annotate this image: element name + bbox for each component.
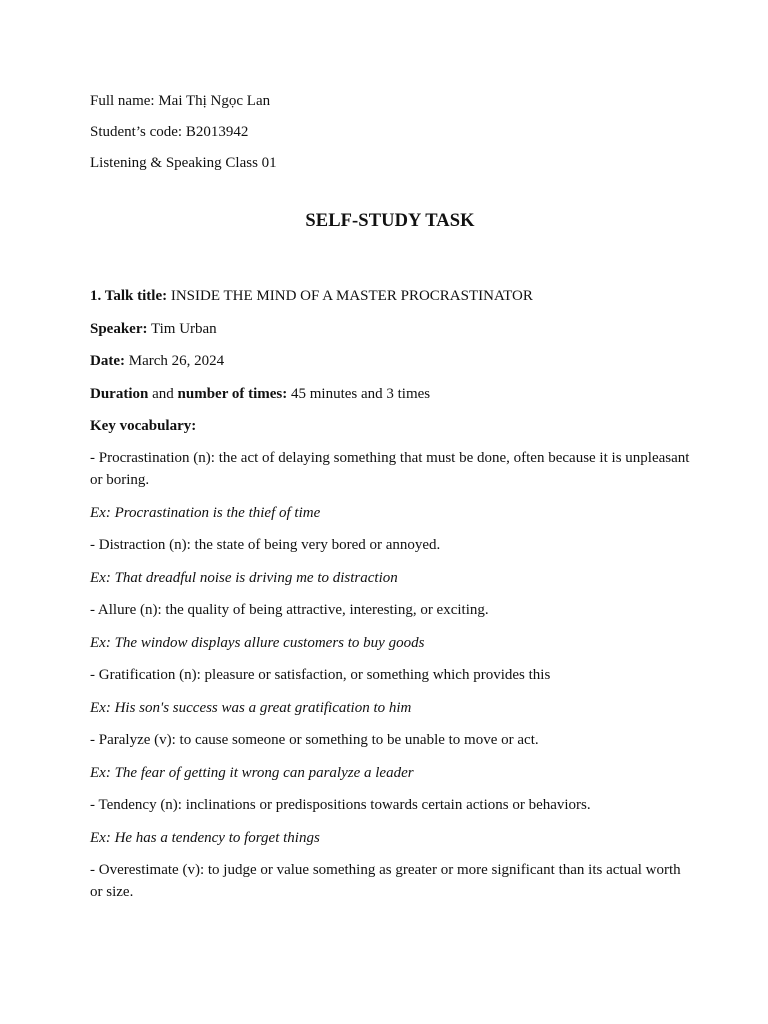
duration-line (90, 383, 690, 405)
student-code: Student’s code: B2013942 (90, 124, 249, 140)
speaker-value: Tim Urban (147, 320, 217, 337)
vocabulary-heading: Key vocabulary: (90, 418, 197, 434)
speaker-line (90, 318, 690, 340)
vocab-definition: - Allure (n): the quality of being attractive, interesting, or exciting. (90, 602, 489, 618)
vocab-example: Ex: His son's success was a great gratification to him (90, 699, 412, 716)
vocab-definition: - Tendency (n): inclinations or predispositions towards certain actions or behaviors. (90, 797, 591, 813)
vocab-definition: - Overestimate (v): to judge or value something as greater or more significant than its actual worth or size. (90, 862, 681, 900)
document-title: SELF-STUDY TASK (305, 211, 475, 231)
student-full-name: Full name: Mai Thị Ngọc Lan (90, 93, 271, 109)
times-label: number of times: (177, 385, 288, 402)
vocab-example: Ex: The fear of getting it wrong can paralyze a leader (90, 764, 414, 781)
vocab-definition: - Gratification (n): pleasure or satisfaction, or something which provides this (90, 667, 551, 683)
talk-title-line (90, 285, 690, 307)
duration-and: and (148, 385, 178, 402)
talk-title-value: INSIDE THE MIND OF A MASTER PROCRASTINATOR (167, 288, 533, 304)
date-line (90, 350, 690, 372)
duration-label: Duration (90, 385, 149, 402)
vocab-example: Ex: He has a tendency to forget things (90, 829, 320, 846)
date-label: Date: (90, 353, 125, 369)
vocabulary-list (90, 447, 690, 903)
vocab-definition: - Distraction (n): the state of being very bored or annoyed. (90, 537, 441, 553)
class-name: Listening & Speaking Class 01 (90, 155, 277, 171)
vocab-example: Ex: That dreadful noise is driving me to distraction (90, 569, 398, 586)
vocab-definition: - Procrastination (n): the act of delaying something that must be done, often because it is unpleasant or boring. (90, 450, 690, 488)
vocab-example: Ex: The window displays allure customers to buy goods (90, 634, 425, 651)
date-value: March 26, 2024 (124, 353, 225, 369)
duration-value: 45 minutes and 3 times (287, 385, 431, 402)
vocab-example: Ex: Procrastination is the thief of time (90, 504, 321, 521)
vocab-definition: - Paralyze (v): to cause someone or something to be unable to move or act. (90, 732, 539, 748)
speaker-label: Speaker: (90, 320, 148, 337)
document-page (90, 90, 690, 914)
talk-title-label: 1. Talk title: (90, 288, 168, 304)
